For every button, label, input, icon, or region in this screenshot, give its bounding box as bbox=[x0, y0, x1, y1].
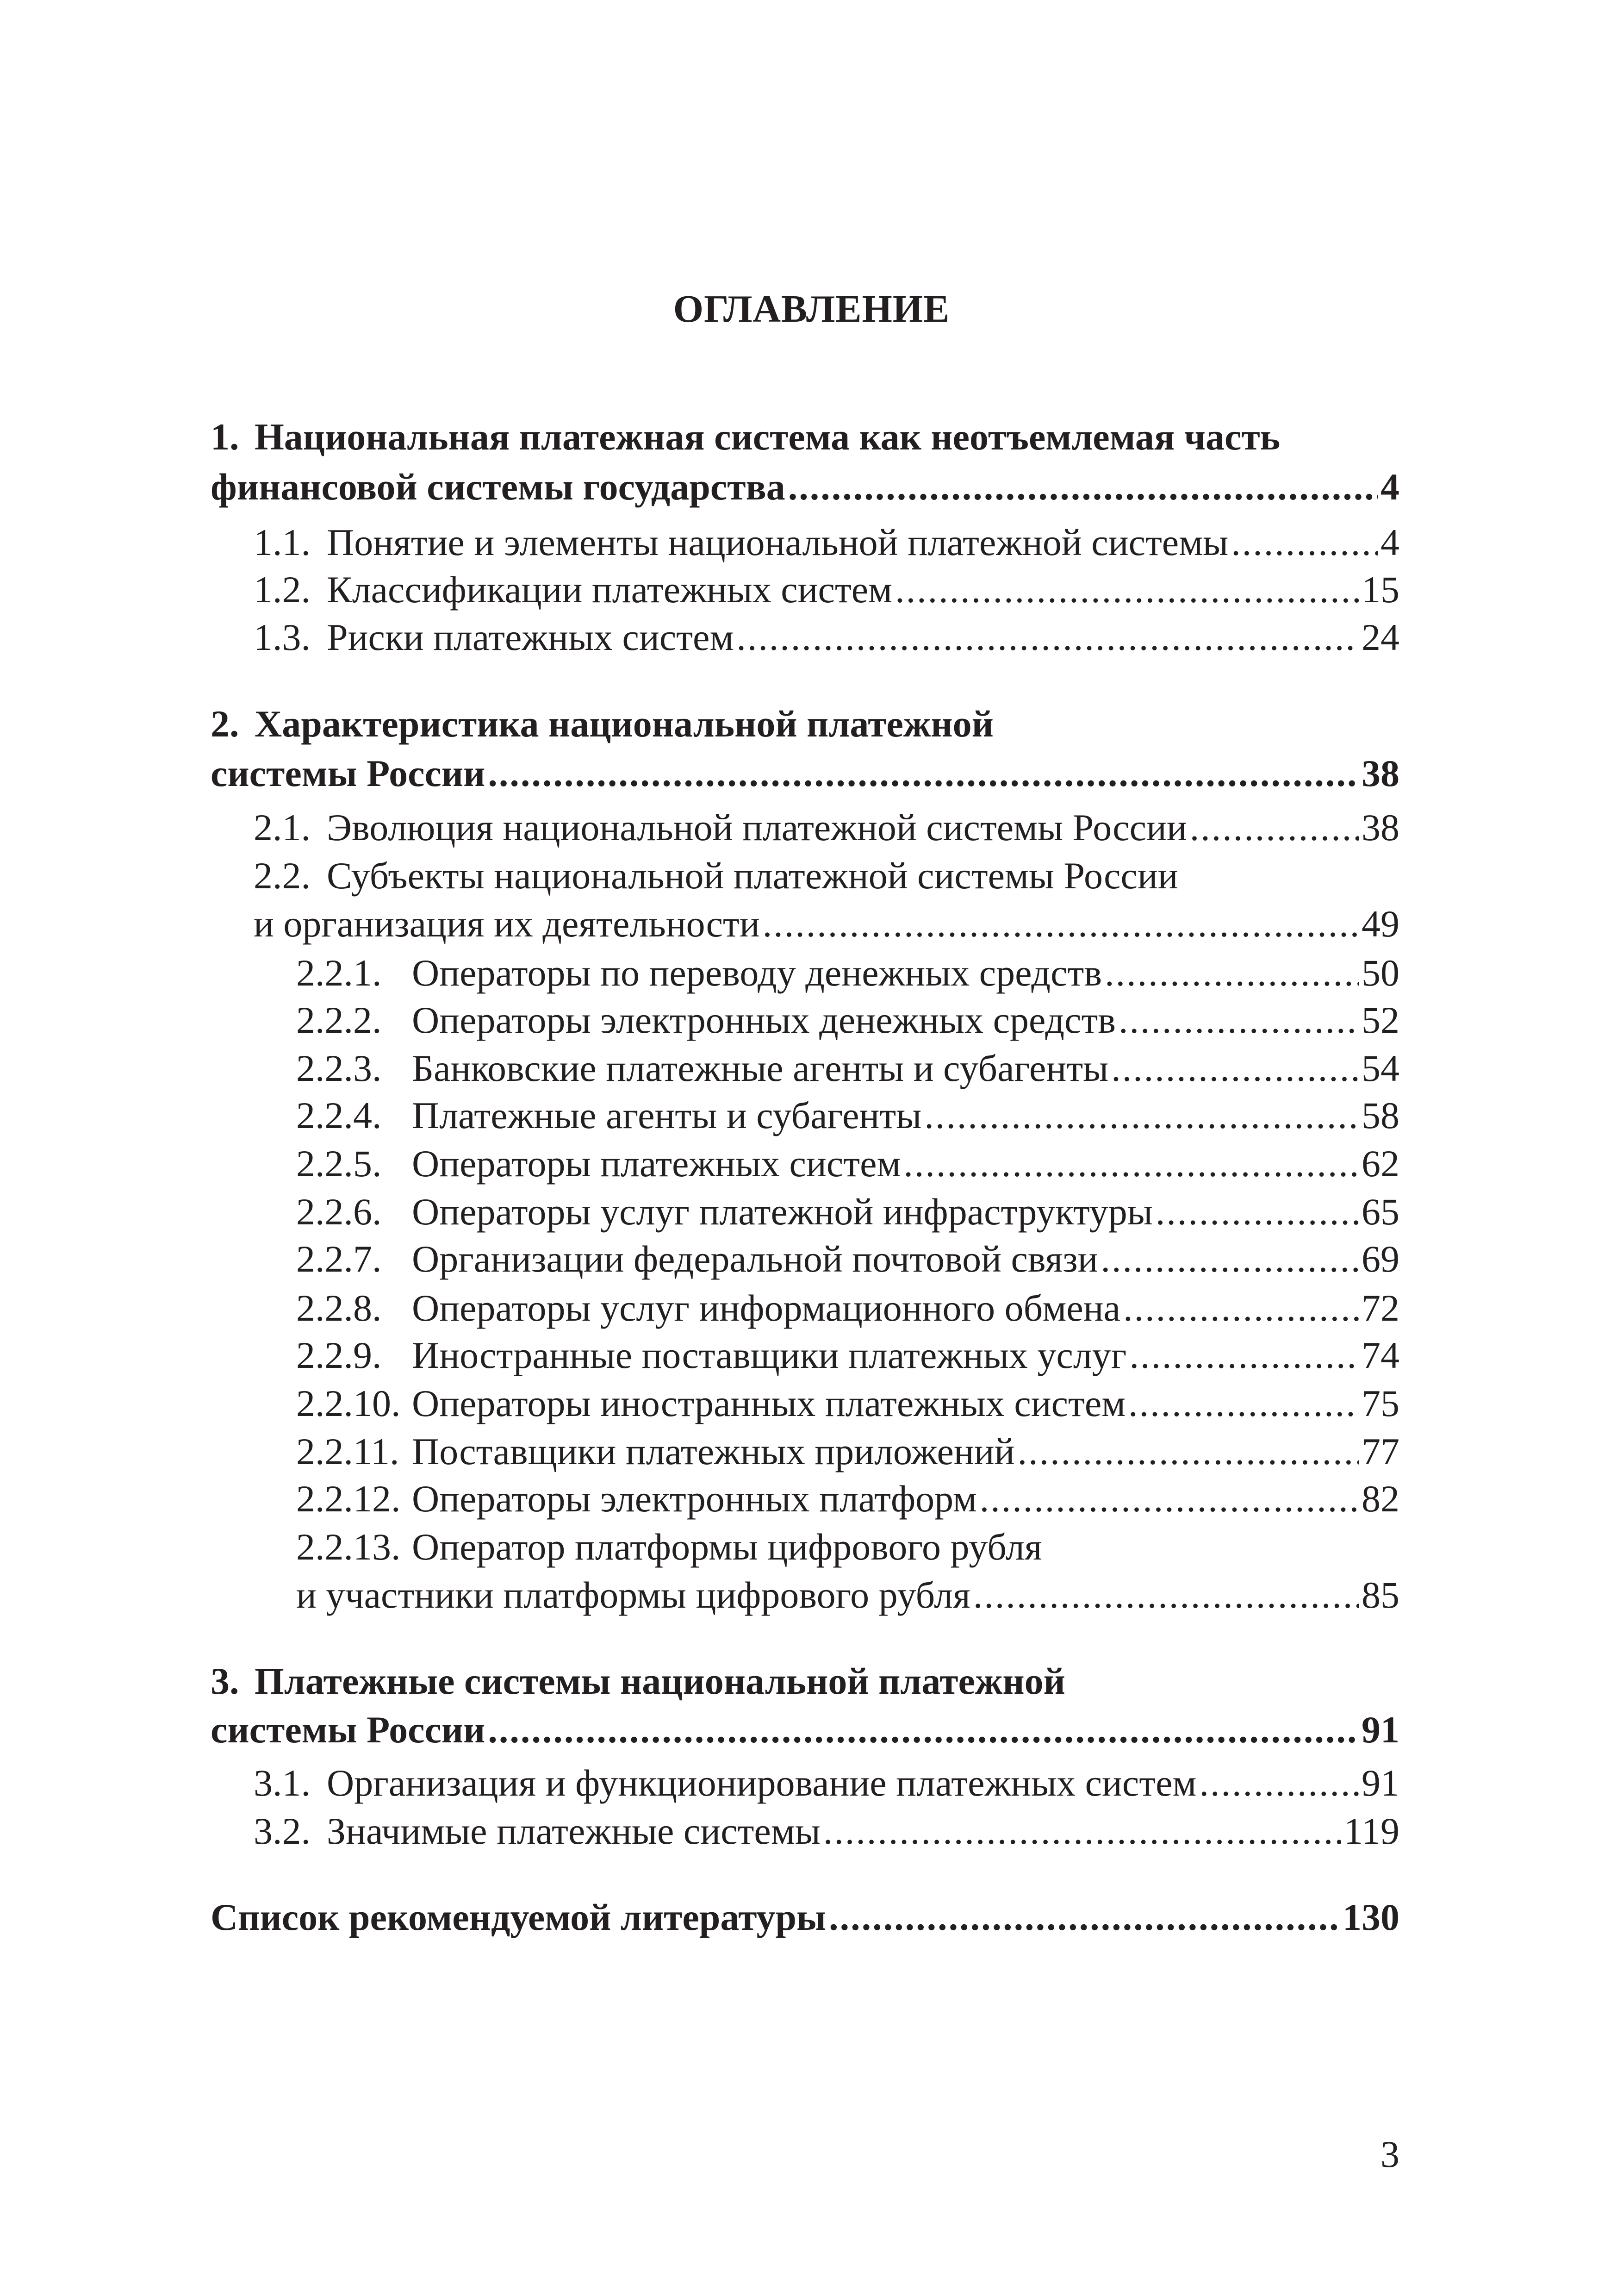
dot-leader bbox=[763, 900, 1359, 948]
toc-entry-title: Классификации платежных систем bbox=[327, 568, 893, 611]
dot-leader bbox=[1123, 1284, 1359, 1332]
dot-leader bbox=[1101, 1235, 1359, 1283]
toc-entry-page: 130 bbox=[1343, 1896, 1399, 1938]
toc-entry bbox=[296, 1284, 1399, 1332]
toc-entry bbox=[296, 1140, 1399, 1188]
toc-entry-page: 38 bbox=[1362, 752, 1399, 794]
dot-leader bbox=[1111, 1044, 1359, 1092]
toc-entry bbox=[254, 613, 1399, 661]
toc-entry-title: системы России bbox=[211, 752, 485, 794]
toc-entry bbox=[211, 1893, 1399, 1941]
toc-entry-page: 4 bbox=[1380, 466, 1399, 508]
dot-leader bbox=[895, 566, 1359, 614]
toc-entry-number: 2.2.5. bbox=[296, 1142, 382, 1185]
toc-entry-title: Операторы электронных платформ bbox=[412, 1478, 977, 1520]
toc-entry-title: Эволюция национальной платежной системы России bbox=[327, 806, 1187, 849]
toc-entry-title: Операторы иностранных платежных систем bbox=[412, 1382, 1126, 1424]
toc-entry bbox=[211, 413, 1280, 461]
toc-entry-title: Субъекты национальной платежной системы России bbox=[327, 855, 1178, 897]
toc-entry-page: 72 bbox=[1362, 1287, 1399, 1329]
toc-entry-title: Иностранные поставщики платежных услуг bbox=[412, 1334, 1127, 1376]
dot-leader bbox=[980, 1475, 1359, 1523]
toc-entry bbox=[211, 1706, 1399, 1754]
toc-entry bbox=[211, 700, 994, 748]
toc-entry-number: 3. bbox=[211, 1660, 239, 1702]
page-number: 3 bbox=[1380, 2133, 1399, 2175]
toc-entry bbox=[296, 1523, 1042, 1571]
toc-entry bbox=[254, 852, 1178, 900]
toc-entry-page: 74 bbox=[1362, 1334, 1399, 1376]
toc-entry-number: 2.2. bbox=[254, 855, 311, 897]
toc-entry-page: 52 bbox=[1362, 999, 1399, 1041]
toc-entry-number: 2.2.10. bbox=[296, 1382, 401, 1424]
toc-entry-page: 91 bbox=[1362, 1709, 1399, 1751]
toc-entry-page: 15 bbox=[1362, 568, 1399, 611]
dot-leader bbox=[1190, 804, 1359, 852]
toc-entry-title: Риски платежных систем bbox=[327, 616, 734, 658]
toc-entry-page: 65 bbox=[1362, 1191, 1399, 1233]
toc-entry bbox=[254, 900, 1399, 948]
dot-leader bbox=[1129, 1331, 1359, 1379]
toc-entry-page: 49 bbox=[1362, 903, 1399, 945]
dot-leader bbox=[488, 1706, 1359, 1754]
toc-entry-title: Поставщики платежных приложений bbox=[412, 1430, 1015, 1472]
toc-entry bbox=[211, 1657, 1065, 1705]
toc-entry-title: Организации федеральной почтовой связи bbox=[412, 1238, 1098, 1280]
toc-entry bbox=[296, 949, 1399, 997]
toc-entry-page: 82 bbox=[1362, 1478, 1399, 1520]
toc-entry bbox=[211, 463, 1399, 511]
toc-entry bbox=[254, 566, 1399, 614]
dot-leader bbox=[1128, 1379, 1359, 1428]
toc-entry bbox=[296, 1092, 1399, 1140]
toc-entry-title: Операторы платежных систем bbox=[412, 1142, 901, 1185]
toc-entry bbox=[296, 1188, 1399, 1236]
toc-entry bbox=[254, 518, 1399, 567]
toc-entry-title: и участники платформы цифрового рубля bbox=[296, 1574, 970, 1616]
toc-entry-page: 85 bbox=[1362, 1574, 1399, 1616]
toc-entry bbox=[296, 1428, 1399, 1476]
toc-entry-page: 69 bbox=[1362, 1238, 1399, 1280]
toc-entry-number: 2.2.8. bbox=[296, 1287, 382, 1329]
dot-leader bbox=[973, 1571, 1359, 1619]
dot-leader bbox=[903, 1140, 1359, 1188]
toc-entry-page: 54 bbox=[1362, 1047, 1399, 1089]
dot-leader bbox=[924, 1092, 1359, 1140]
toc-entry-title: Национальная платежная система как неотъемлемая часть bbox=[255, 416, 1281, 458]
toc-entry bbox=[254, 804, 1399, 852]
dot-leader bbox=[829, 1893, 1340, 1941]
toc-entry bbox=[254, 1759, 1399, 1807]
toc-entry-number: 2.2.6. bbox=[296, 1191, 382, 1233]
toc-entry-number: 3.2. bbox=[254, 1810, 311, 1852]
toc-entry-title: Организация и функционирование платежных систем bbox=[327, 1762, 1197, 1804]
toc-entry-page: 24 bbox=[1362, 616, 1399, 658]
dot-leader bbox=[1105, 949, 1359, 997]
toc-entry-title: Характеристика национальной платежной bbox=[255, 703, 994, 745]
toc-entry bbox=[296, 1044, 1399, 1092]
dot-leader bbox=[736, 613, 1359, 661]
toc-entry-number: 2.2.4. bbox=[296, 1094, 382, 1136]
toc-entry-number: 1.1. bbox=[254, 521, 311, 563]
toc-entry bbox=[296, 1571, 1399, 1619]
toc-entry-title: Операторы услуг платежной инфраструктуры bbox=[412, 1191, 1153, 1233]
toc-entry-page: 62 bbox=[1362, 1142, 1399, 1185]
toc-entry-title: Платежные системы национальной платежной bbox=[255, 1660, 1065, 1702]
toc-entry-number: 2. bbox=[211, 703, 239, 745]
toc-entry-title: системы России bbox=[211, 1709, 485, 1751]
toc-entry-page: 4 bbox=[1380, 521, 1399, 563]
toc-entry-title: Значимые платежные системы bbox=[327, 1810, 821, 1852]
toc-entry-number: 1.3. bbox=[254, 616, 311, 658]
toc-entry-page: 38 bbox=[1362, 806, 1399, 849]
toc-entry bbox=[296, 1379, 1399, 1428]
toc-entry bbox=[296, 1331, 1399, 1379]
toc-entry bbox=[296, 1235, 1399, 1283]
toc-entry-number: 2.2.1. bbox=[296, 952, 382, 994]
dot-leader bbox=[1199, 1759, 1359, 1807]
toc-entry-number: 1.2. bbox=[254, 568, 311, 611]
dot-leader bbox=[1018, 1428, 1359, 1476]
toc-entry-page: 58 bbox=[1362, 1094, 1399, 1136]
dot-leader bbox=[1156, 1188, 1359, 1236]
toc-entry-number: 2.2.13. bbox=[296, 1526, 401, 1568]
dot-leader bbox=[488, 749, 1359, 798]
toc-entry-title: Список рекомендуемой литературы bbox=[211, 1896, 827, 1938]
toc-entry-title: финансовой системы государства bbox=[211, 466, 785, 508]
toc-entry bbox=[254, 1807, 1399, 1855]
toc-entry bbox=[211, 749, 1399, 798]
toc-entry-title: Оператор платформы цифрового рубля bbox=[412, 1526, 1042, 1568]
toc-entry-number: 1. bbox=[211, 416, 239, 458]
toc-entry-number: 2.2.2. bbox=[296, 999, 382, 1041]
toc-entry bbox=[296, 1475, 1399, 1523]
toc-entry-page: 75 bbox=[1362, 1382, 1399, 1424]
toc-entry-page: 77 bbox=[1362, 1430, 1399, 1472]
page-title: ОГЛАВЛЕНИЕ bbox=[673, 287, 950, 331]
toc-entry-number: 2.2.3. bbox=[296, 1047, 382, 1089]
toc-entry-title: Платежные агенты и субагенты bbox=[412, 1094, 922, 1136]
toc-entry bbox=[296, 996, 1399, 1044]
dot-leader bbox=[823, 1807, 1341, 1855]
toc-entry-number: 2.2.7. bbox=[296, 1238, 382, 1280]
toc-entry-number: 2.1. bbox=[254, 806, 311, 849]
toc-entry-page: 91 bbox=[1362, 1762, 1399, 1804]
toc-entry-number: 2.2.11. bbox=[296, 1430, 399, 1472]
toc-entry-number: 2.2.12. bbox=[296, 1478, 401, 1520]
dot-leader bbox=[1119, 996, 1359, 1044]
dot-leader bbox=[1231, 518, 1378, 567]
toc-entry-number: 3.1. bbox=[254, 1762, 311, 1804]
toc-entry-title: Операторы услуг информационного обмена bbox=[412, 1287, 1121, 1329]
toc-entry-title: Банковские платежные агенты и субагенты bbox=[412, 1047, 1109, 1089]
toc-entry-title: Понятие и элементы национальной платежной системы bbox=[327, 521, 1229, 563]
toc-entry-title: Операторы электронных денежных средств bbox=[412, 999, 1116, 1041]
toc-entry-page: 50 bbox=[1362, 952, 1399, 994]
toc-entry-number: 2.2.9. bbox=[296, 1334, 382, 1376]
toc-entry-title: и организация их деятельности bbox=[254, 903, 760, 945]
toc-entry-title: Операторы по переводу денежных средств bbox=[412, 952, 1102, 994]
dot-leader bbox=[788, 463, 1378, 511]
toc-entry-page: 119 bbox=[1344, 1810, 1399, 1852]
